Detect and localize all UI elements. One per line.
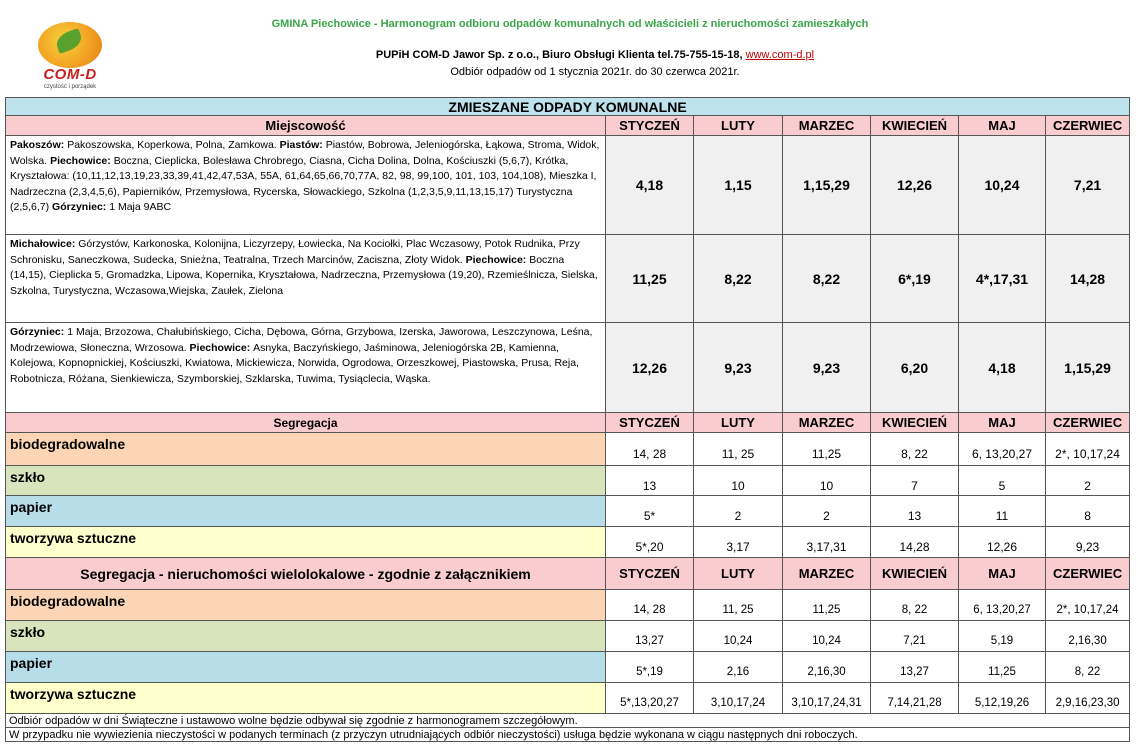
month-header-row (6, 413, 1130, 433)
collection-dates: 7,21 (1046, 136, 1130, 235)
collection-dates: 1,15 (694, 136, 783, 235)
collection-dates: 5*,20 (606, 527, 694, 558)
month-header: LUTY (694, 413, 783, 433)
logo-text: COM-D (43, 66, 97, 83)
collection-dates: 5*,13,20,27 (606, 683, 694, 714)
collection-dates: 6*,19 (871, 235, 959, 323)
collection-dates: 11,25 (783, 433, 871, 466)
waste-category: biodegradowalne (6, 590, 606, 621)
segregation-row (6, 496, 1130, 527)
month-header: MARZEC (783, 558, 871, 590)
collection-dates: 6,20 (871, 323, 959, 413)
collection-dates: 2*, 10,17,24 (1046, 590, 1130, 621)
month-header: KWIECIEŃ (871, 558, 959, 590)
collection-dates: 2,16,30 (1046, 621, 1130, 652)
street-list: Boczna (14,15), Cieplicka 5, Gromadzka, Lipowa, Kopernika, Kryształowa, Nadrzeczna, Przemysłowa (19,20), Rzemieślnicza, Sielska, Szkolna, Turystyczna, Wczasowa,Wiejska, Zaułek, Zielona (10, 253, 598, 297)
collection-dates: 1,15,29 (1046, 323, 1130, 413)
mixed-waste-banner: ZMIESZANE ODPADY KOMUNALNE (6, 98, 1130, 116)
collection-dates: 14, 28 (606, 433, 694, 466)
collection-dates: 8,22 (694, 235, 783, 323)
locality-list (6, 136, 606, 235)
collection-dates: 7,14,21,28 (871, 683, 959, 714)
waste-category: papier (6, 652, 606, 683)
company-info (160, 49, 1030, 61)
month-header: STYCZEŃ (606, 558, 694, 590)
collection-dates: 11, 25 (694, 433, 783, 466)
collection-dates: 6, 13,20,27 (959, 590, 1046, 621)
collection-dates: 8 (1046, 496, 1130, 527)
segregation-header: Segregacja (6, 413, 606, 433)
collection-dates: 5,12,19,26 (959, 683, 1046, 714)
collection-dates: 10 (694, 466, 783, 496)
collection-dates: 5,19 (959, 621, 1046, 652)
collection-dates: 2 (1046, 466, 1130, 496)
month-header: STYCZEŃ (606, 413, 694, 433)
collection-dates: 2 (783, 496, 871, 527)
collection-dates: 8,22 (783, 235, 871, 323)
collection-dates: 13,27 (606, 621, 694, 652)
collection-dates: 4,18 (606, 136, 694, 235)
segregation-row (6, 527, 1130, 558)
month-header: MAJ (959, 558, 1046, 590)
note-row (6, 714, 1130, 728)
segregation-row (6, 466, 1130, 496)
collection-period: Odbiór odpadów od 1 stycznia 2021r. do 30 czerwca 2021r. (450, 66, 740, 78)
collection-dates: 2,16 (694, 652, 783, 683)
collection-dates: 2,16,30 (783, 652, 871, 683)
waste-category: szkło (6, 621, 606, 652)
segregation-row (6, 590, 1130, 621)
segregation-header: Segregacja - nieruchomości wielolokalowe - zgodnie z załącznikiem (6, 558, 606, 590)
street-list: Górzystów, Karkonoska, Kolonijna, Liczyrzepy, Łowiecka, Na Kociołki, Plac Wczasowy, Potok Rudnika, Przy Schronisku, Saneczkowa, Sudecka, Snieżna, Teatralna, Trzech Marcinów, Zaciszna, Złoty Widok. (10, 238, 580, 266)
waste-category: tworzywa sztuczne (6, 527, 606, 558)
segregation-row (6, 652, 1130, 683)
website-link[interactable]: www.com-d.pl (745, 49, 815, 61)
collection-dates: 10,24 (783, 621, 871, 652)
collection-dates: 9,23 (1046, 527, 1130, 558)
month-header: LUTY (694, 116, 783, 136)
street-list: Piastów, Bobrowa, Jeleniogórska, Łąkowa, Stroma, Widok, Wolska. (10, 139, 600, 167)
month-header: KWIECIEŃ (871, 116, 959, 136)
collection-dates: 8, 22 (871, 433, 959, 466)
collection-dates: 8, 22 (871, 590, 959, 621)
locality-name: Piechowice: (189, 341, 254, 354)
locality-list (6, 235, 606, 323)
segregation-row (6, 621, 1130, 652)
logo-subtitle: czystość i porządek (43, 84, 97, 90)
street-list: Asnyka, Baczyńskiego, Jaśminowa, Jeleniogórska 2B, Kamienna, Kolejowa, Kopnopnickiej, Kościuszki, Kwiatowa, Mickiewicza, Norwida, Ogrodowa, Orzeszkowej, Piastowska, Prusa, Reja, Robotnicza, Różana, Sienkiewicza, Szymborskiej, Szklarska, Tuwima, Tysiąclecia, Wąska. (10, 341, 579, 385)
collection-dates: 1,15,29 (783, 136, 871, 235)
month-header: MAJ (959, 116, 1046, 136)
collection-dates: 14,28 (1046, 235, 1130, 323)
collection-dates: 11,25 (959, 652, 1046, 683)
waste-category: tworzywa sztuczne (6, 683, 606, 714)
segregation-row (6, 683, 1130, 714)
schedule-table (5, 97, 1130, 742)
locality-name: Górzyniec: (10, 326, 68, 338)
collection-dates: 5*,19 (606, 652, 694, 683)
collection-dates: 2,9,16,23,30 (1046, 683, 1130, 714)
street-list: Boczna, Cieplicka, Bolesława Chrobrego, Ciasna, Cicha Dolina, Dolna, Kościuszki (5,6,7), Krótka, Kryształowa: (10,11,12,13,19,23,33,39,41,42,47,53A, 55A, 61,64,65,66,70,77A, 82, 98, 99,100, 101, 103, 104,108), Mieszka I, Nadrzeczna (2,3,4,5,6), Papierników, Przemysłowa, Rycerska, Słowackiego, Szkolna (1,2,3,5,9,11,13,15,17) Turystyczna (2,5,6,7) (10, 154, 597, 213)
month-header: KWIECIEŃ (871, 413, 959, 433)
month-header: STYCZEŃ (606, 116, 694, 136)
collection-dates: 12,26 (871, 136, 959, 235)
locality-name: Piechowice: (465, 253, 530, 266)
mixed-waste-row (6, 323, 1130, 413)
collection-dates: 9,23 (694, 323, 783, 413)
collection-dates: 8, 22 (1046, 652, 1130, 683)
collection-dates: 14,28 (871, 527, 959, 558)
month-header: MAJ (959, 413, 1046, 433)
month-header: LUTY (694, 558, 783, 590)
collection-dates: 10,24 (694, 621, 783, 652)
street-list: 1 Maja 9ABC (109, 201, 172, 213)
collection-dates: 4*,17,31 (959, 235, 1046, 323)
month-header: CZERWIEC (1046, 413, 1130, 433)
footnote: W przypadku nie wywiezienia nieczystości w podanych terminach (z przyczyn utrudniających odbiór nieczystości) usługa będzie wykonana w ciągu następnych dni roboczych. (6, 728, 1130, 742)
collection-dates: 13 (871, 496, 959, 527)
collection-dates: 7 (871, 466, 959, 496)
waste-category: biodegradowalne (6, 433, 606, 466)
collection-dates: 3,10,17,24,31 (783, 683, 871, 714)
month-header: CZERWIEC (1046, 558, 1130, 590)
locality-name: Pakoszów: (10, 139, 68, 151)
collection-dates: 3,17 (694, 527, 783, 558)
collection-dates: 6, 13,20,27 (959, 433, 1046, 466)
street-list: Pakoszowska, Koperkowa, Polna, Zamkowa. (67, 139, 280, 151)
collection-dates: 12,26 (959, 527, 1046, 558)
month-header: CZERWIEC (1046, 116, 1130, 136)
collection-dates: 4,18 (959, 323, 1046, 413)
collection-dates: 3,10,17,24 (694, 683, 783, 714)
waste-category: papier (6, 496, 606, 527)
collection-dates: 13,27 (871, 652, 959, 683)
collection-dates: 11,25 (783, 590, 871, 621)
section-banner-row (6, 98, 1130, 116)
collection-dates: 9,23 (783, 323, 871, 413)
locality-name: Piastów: (279, 139, 326, 151)
collection-dates: 7,21 (871, 621, 959, 652)
collection-dates: 3,17,31 (783, 527, 871, 558)
month-header-row (6, 558, 1130, 590)
month-header: MARZEC (783, 413, 871, 433)
note-row (6, 728, 1130, 742)
collection-dates: 11, 25 (694, 590, 783, 621)
collection-dates: 14, 28 (606, 590, 694, 621)
footnote: Odbiór odpadów w dni Świąteczne i ustawowo wolne będzie odbywał się zgodnie z harmonogramem szczegółowym. (6, 714, 1130, 728)
document-title: GMINA Piechowice - Harmonogram odbioru odpadów komunalnych od właścicieli z nieruchomości zamieszkałych (271, 18, 869, 30)
collection-dates: 10,24 (959, 136, 1046, 235)
month-header: MARZEC (783, 116, 871, 136)
mixed-waste-row (6, 235, 1130, 323)
collection-dates: 12,26 (606, 323, 694, 413)
month-header-row (6, 116, 1130, 136)
collection-dates: 2*, 10,17,24 (1046, 433, 1130, 466)
collection-dates: 11,25 (606, 235, 694, 323)
collection-dates: 11 (959, 496, 1046, 527)
collection-dates: 2 (694, 496, 783, 527)
collection-dates: 5 (959, 466, 1046, 496)
locality-name: Michałowice: (10, 238, 79, 250)
com-d-logo (30, 22, 110, 92)
company-contact: PUPiH COM-D Jawor Sp. z o.o., Biuro Obsługi Klienta tel.75-755-15-18, (375, 49, 746, 61)
locality-name: Górzyniec: (52, 201, 110, 213)
street-list: 1 Maja, Brzozowa, Chałubińskiego, Cicha, Dębowa, Górna, Grzybowa, Izerska, Jaworowa, Leszczynowa, Leśna, Modrzewiowa, Słoneczna, Wrzosowa. (10, 326, 593, 354)
segregation-row (6, 433, 1130, 466)
locality-list (6, 323, 606, 413)
waste-category: szkło (6, 466, 606, 496)
collection-dates: 5* (606, 496, 694, 527)
mixed-waste-row (6, 136, 1130, 235)
collection-dates: 10 (783, 466, 871, 496)
place-column-header: Miejscowość (6, 116, 606, 136)
locality-name: Piechowice: (50, 154, 114, 167)
collection-dates: 13 (606, 466, 694, 496)
